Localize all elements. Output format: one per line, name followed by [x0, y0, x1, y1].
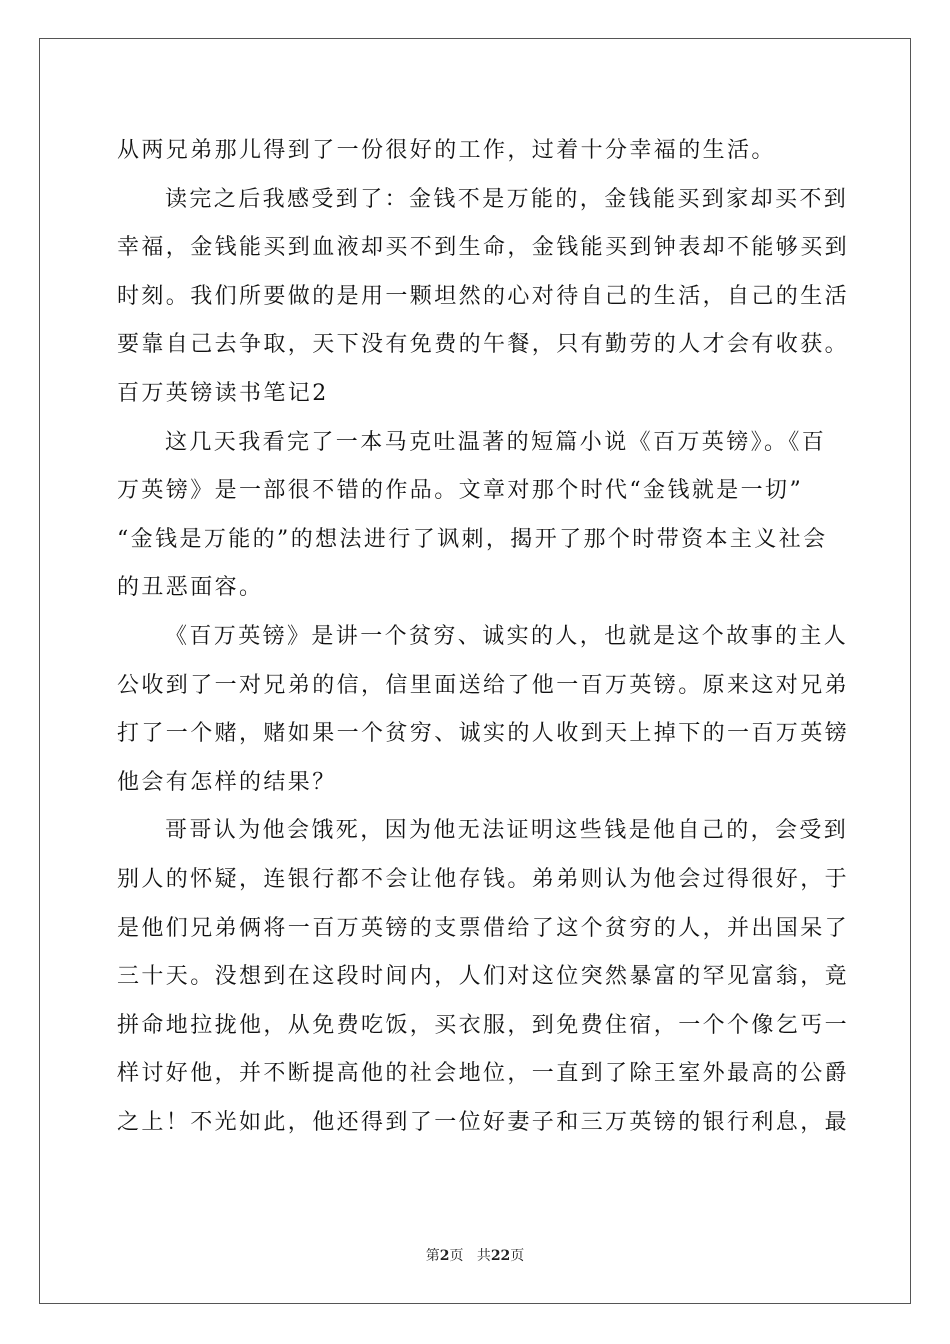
text-line: 的丑恶面容。: [117, 575, 264, 601]
text-line: 之上！不光如此，他还得到了一位好妻子和三万英镑的银行利息，最: [117, 1109, 850, 1135]
text-line: 三十天。没想到在这段时间内，人们对这位突然暴富的罕见富翁，竟: [117, 964, 850, 990]
text-line: 时刻。我们所要做的是用一颗坦然的心对待自己的生活，自己的生活: [117, 283, 850, 309]
document-body: [117, 127, 850, 1147]
text-line: 公收到了一对兄弟的信，信里面送给了他一百万英镑。原来这对兄弟: [117, 672, 850, 698]
text-line: 读完之后我感受到了：金钱不是万能的，金钱能买到家却买不到: [165, 186, 849, 212]
text-line: 《百万英镑》是讲一个贫穷、诚实的人，也就是这个故事的主人: [165, 623, 849, 649]
text-line: 要靠自己去争取，天下没有免费的午餐，只有勤劳的人才会有收获。: [117, 332, 850, 358]
page-prefix: 第: [425, 1248, 440, 1264]
text-line: 拼命地拉拢他，从免费吃饭，买衣服，到免费住宿，一个个像乞丐一: [117, 1012, 850, 1038]
section-heading: 百万英镑读书笔记2: [117, 380, 329, 406]
page-number: 2: [439, 1248, 450, 1264]
total-suffix: 页: [510, 1248, 525, 1264]
text-line: 这几天我看完了一本马克吐温著的短篇小说《百万英镑》。《百: [165, 429, 827, 455]
text-line: 他会有怎样的结果？: [117, 769, 337, 795]
total-pages: 22: [490, 1248, 511, 1264]
text-line: 样讨好他，并不断提高他的社会地位，一直到了除王室外最高的公爵: [117, 1061, 850, 1087]
text-line: 别人的怀疑，连银行都不会让他存钱。弟弟则认为他会过得很好，于: [117, 866, 850, 892]
text-line: 万英镑》是一部很不错的作品。文章对那个时代“金钱就是一切”: [117, 478, 804, 504]
text-line: 是他们兄弟俩将一百万英镑的支票借给了这个贫穷的人，并出国呆了: [117, 915, 850, 941]
total-prefix: 共: [476, 1248, 491, 1264]
page-suffix: 页: [449, 1248, 464, 1264]
text-line: 从两兄弟那儿得到了一份很好的工作，过着十分幸福的生活。: [117, 138, 776, 163]
text-line: 哥哥认为他会饿死，因为他无法证明这些钱是他自己的，会受到: [165, 818, 849, 844]
page-footer: [0, 1245, 950, 1265]
text-line: 幸福，金钱能买到血液却买不到生命，金钱能买到钟表却不能够买到: [117, 235, 850, 261]
text-line: 打了一个赌，赌如果一个贫穷、诚实的人收到天上掉下的一百万英镑: [117, 721, 850, 747]
text-line: “金钱是万能的”的想法进行了讽刺，揭开了那个时带资本主义社会: [117, 526, 828, 552]
